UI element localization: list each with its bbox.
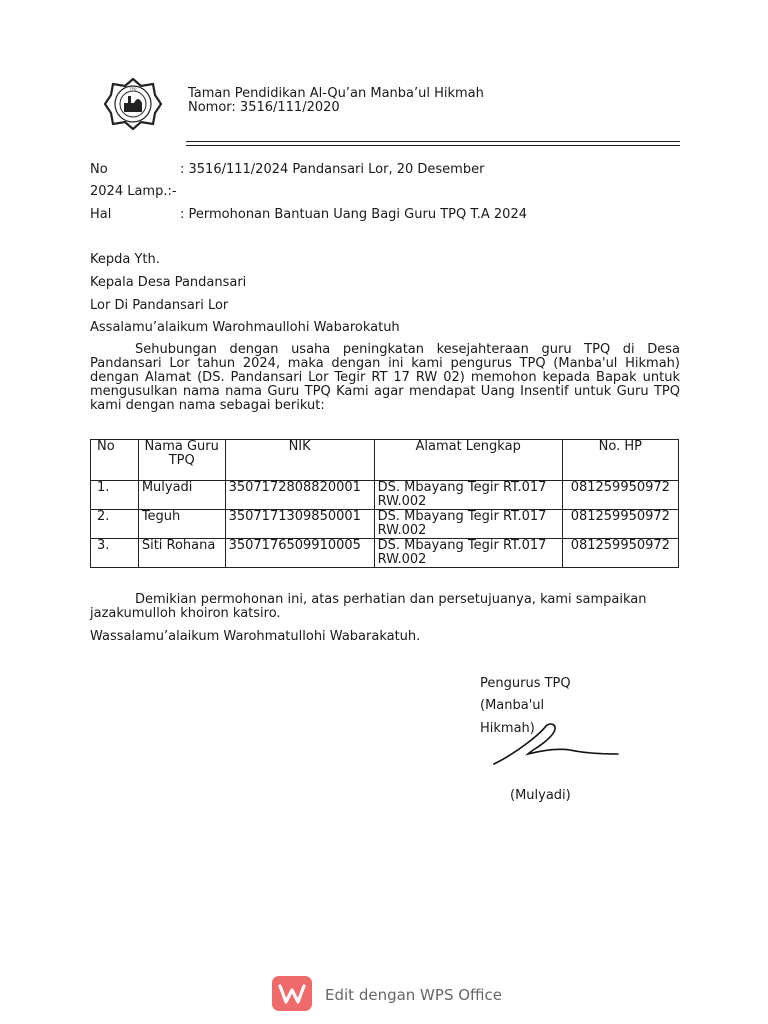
table-cell: 1. — [91, 481, 139, 510]
wps-office-logo-icon[interactable] — [272, 976, 312, 1011]
lamp-line: 2024 Lamp.:- — [90, 184, 177, 199]
table-cell: 081259950972 — [562, 481, 678, 510]
table-cell: 3. — [91, 539, 139, 568]
intro-paragraph: Sehubungan dengan usaha peningkatan kesejahteraan guru TPQ di Desa Pandansari Lor tahun 2024, maka dengan ini kami pengurus TPQ (Manba'ul Hikmah) dengan Alamat (DS. Pandansari Lor Tegir RT 17 RW 02) memohon kepada Bapak untuk mengusulkan nama nama Guru TPQ Kami agar mendapat Uang Insentif untuk Guru TPQ kami dengan nama sebagai berikut: — [90, 342, 680, 413]
header-divider — [186, 145, 680, 146]
table-row — [91, 481, 679, 510]
table-cell: Mulyadi — [138, 481, 225, 510]
hal-label: Hal — [90, 207, 112, 222]
table-cell: DS. Mbayang Tegir RT.017 RW.002 — [374, 510, 562, 539]
table-cell: DS. Mbayang Tegir RT.017 RW.002 — [374, 481, 562, 510]
recipient-line: Kepda Yth. — [90, 252, 160, 267]
closing-salutation: Wassalamu’alaikum Warohmatullohi Wabarakatuh. — [90, 629, 421, 644]
table-header: Alamat Lengkap — [374, 440, 562, 481]
no-label: No — [90, 162, 108, 177]
table-header: No — [91, 440, 139, 481]
wps-edit-link[interactable]: Edit dengan WPS Office — [325, 986, 503, 1004]
table-cell: 3507171309850001 — [225, 510, 374, 539]
org-number: Nomor: 3516/111/2020 — [188, 100, 340, 115]
table-cell: 2. — [91, 510, 139, 539]
table-header: No. HP — [562, 440, 678, 481]
header-divider — [186, 141, 680, 142]
table-cell: 081259950972 — [562, 510, 678, 539]
table-cell: Siti Rohana — [138, 539, 225, 568]
no-value: : 3516/111/2024 Pandansari Lor, 20 Desember — [180, 162, 485, 177]
teacher-table — [90, 439, 679, 568]
table-row — [91, 510, 679, 539]
signature-icon — [488, 720, 623, 768]
signer-name: (Mulyadi) — [510, 788, 571, 803]
table-cell: 3507172808820001 — [225, 481, 374, 510]
recipient-line: Kepala Desa Pandansari — [90, 275, 247, 290]
org-name: Taman Pendidikan Al-Qu’an Manba’ul Hikmah — [188, 86, 484, 101]
signer-org: (Manba'ul — [480, 698, 545, 713]
tpq-star-seal-icon — [104, 78, 162, 130]
table-row — [91, 539, 679, 568]
table-header: NIK — [225, 440, 374, 481]
table-cell: DS. Mbayang Tegir RT.017 RW.002 — [374, 539, 562, 568]
hal-value: : Permohonan Bantuan Uang Bagi Guru TPQ T.A 2024 — [180, 207, 527, 222]
table-cell: Teguh — [138, 510, 225, 539]
table-header: Nama Guru TPQ — [138, 440, 225, 481]
table-cell: 3507176509910005 — [225, 539, 374, 568]
signer-org: Hikmah) — [480, 721, 535, 736]
recipient-line: Lor Di Pandansari Lor — [90, 298, 229, 313]
logo-text: TPQ — [129, 87, 137, 91]
table-cell: 081259950972 — [562, 539, 678, 568]
table-header-row — [91, 440, 679, 481]
greeting: Assalamu’alaikum Warohmaullohi Wabarokatuh — [90, 320, 400, 335]
closing-paragraph: Demikian permohonan ini, atas perhatian dan persetujuanya, kami sampaikan jazakumulloh khoiron katsiro. — [90, 592, 647, 621]
signer-title: Pengurus TPQ — [480, 676, 571, 691]
